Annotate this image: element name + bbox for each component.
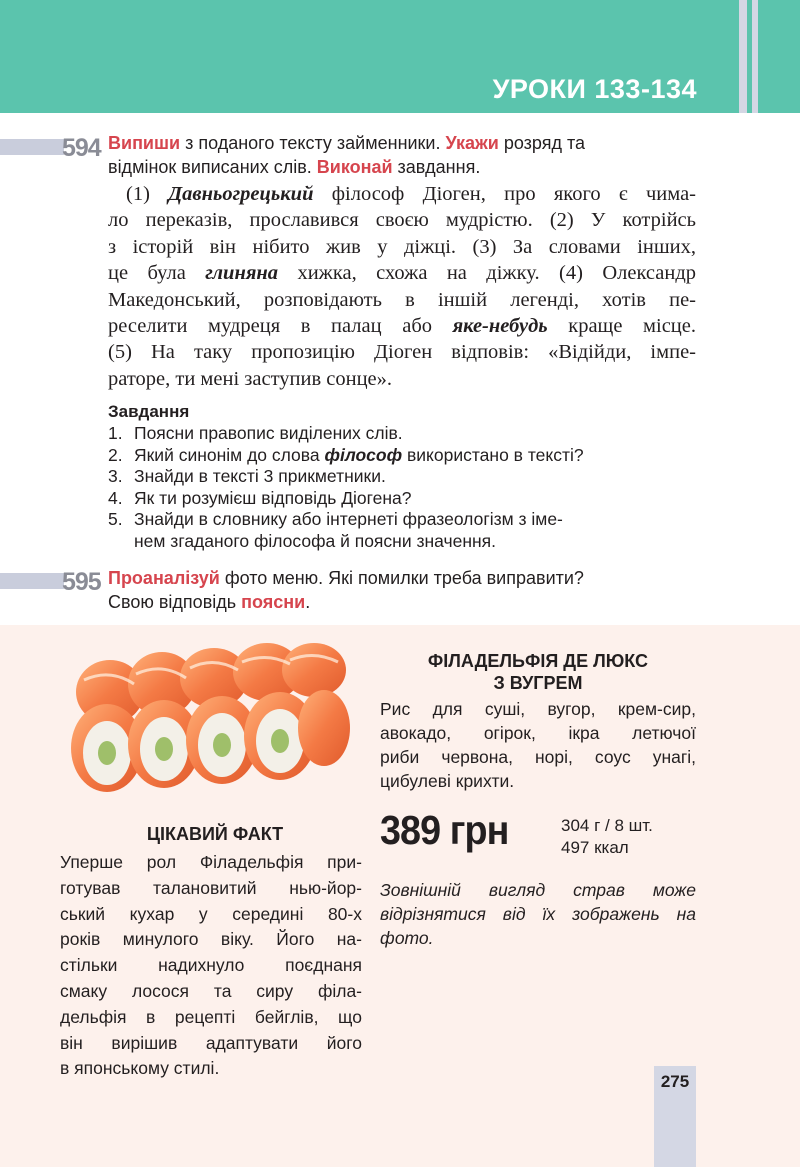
exercise-number: 594	[62, 134, 101, 162]
exercise-marker-bar	[0, 573, 64, 589]
fact-line: стільки надихнуло поєднаня	[60, 955, 362, 976]
fact-line: Уперше рол Філадельфія при-	[60, 852, 362, 872]
description-line: авокадо, огірок, ікра летючої	[380, 723, 696, 743]
highlighted-word: глиняна	[205, 262, 279, 285]
instruction-text: розряд та	[498, 133, 586, 153]
highlighted-word: яке-небудь	[452, 314, 548, 337]
list-item: 1. Поясни правопис виділених слів.	[108, 423, 403, 443]
description-line: цибулеві крихти.	[380, 771, 515, 791]
text-line: Македонський, розповідають в іншій легенді, хотів пе-	[108, 288, 696, 311]
fact-line: він вирішив адаптувати його	[60, 1032, 362, 1053]
sushi-rolls-image	[62, 640, 352, 815]
text-line: (1) Давньогрецький філософ Діоген, про якого є чима-	[126, 183, 696, 205]
fact-text	[60, 850, 362, 1082]
verb-highlight: Проаналізуй	[108, 568, 220, 588]
text-line: раторе, ти мені заступив сонце».	[108, 367, 393, 390]
disclaimer-line: відрізнятися від їх зображень на	[380, 904, 696, 924]
dish-title-line1: ФІЛАДЕЛЬФІЯ ДЕ ЛЮКС	[427, 651, 649, 671]
disclaimer-line: Зовнішній вигляд страв може	[380, 880, 696, 900]
list-item: 5. Знайди в словнику або інтернеті фразеологізм з іме-	[108, 509, 563, 529]
instruction-text: відмінок виписаних слів.	[108, 157, 317, 177]
tasks-list	[108, 423, 584, 552]
dish-calories: 497 ккал	[561, 838, 629, 857]
instruction-text: завдання.	[392, 157, 481, 177]
instruction-text: фото меню. Які помилки треба виправити?	[219, 568, 584, 588]
header-band	[0, 0, 800, 113]
text-line: (5) На таку пропозицію Діоген відповів: «Відійди, імпе-	[108, 341, 696, 364]
verb-highlight: Укажи	[445, 133, 499, 153]
dish-title-line2: З ВУГРЕМ	[493, 673, 583, 693]
tasks-heading: Завдання	[108, 402, 190, 421]
fact-line: смаку лосося та сиру філа-	[60, 980, 362, 1001]
text-line: ло переказів, прославився своєю мудрістю. (2) У котрійсь	[108, 209, 696, 232]
highlighted-word: Давньогрецький	[168, 183, 314, 205]
exercise-marker-bar	[0, 139, 64, 155]
instruction-text: Свою відповідь	[108, 592, 242, 612]
list-item: 3. Знайди в тексті 3 прикметники.	[108, 466, 386, 486]
list-item: 2. Який синонім до слова філософ використано в тексті?	[108, 444, 584, 465]
fact-line: в японському стилі.	[60, 1058, 220, 1079]
task-instruction-line2	[108, 155, 480, 179]
header-stripe	[739, 0, 747, 113]
list-item: 4. Як ти розумієш відповідь Діогена?	[108, 487, 412, 508]
dish-weight: 304 г / 8 шт.	[561, 816, 653, 835]
fact-line: дельфія в рецепті бейглів, що	[60, 1006, 362, 1027]
list-item-continuation: нем згаданого філософа й поясни значення.	[134, 530, 497, 551]
instruction-text: .	[305, 592, 311, 612]
task-instruction-line1	[108, 566, 584, 590]
sushi-roll-front	[71, 690, 350, 792]
fact-line: років минулого віку. Його на-	[60, 929, 362, 950]
description-line: Рис для суші, вугор, крем-сир,	[380, 699, 696, 719]
lesson-title: УРОКИ 133-134	[492, 74, 697, 104]
dish-price: 389 грн	[380, 807, 509, 853]
reading-text	[108, 181, 696, 392]
text-line: з історій він нібито жив у діжці. (3) За словами інших,	[108, 235, 696, 258]
header-stripe-2	[752, 0, 758, 113]
dish-portion-info	[561, 815, 653, 859]
highlighted-word: філософ	[324, 444, 403, 465]
dish-title	[380, 650, 696, 694]
description-line: риби червона, норі, соус унагі,	[380, 747, 696, 767]
text-line: реселити мудреця в палац або яке-небудь краще місце.	[108, 314, 696, 337]
verb-highlight: Виконай	[316, 157, 393, 177]
verb-highlight: поясни	[241, 592, 306, 612]
page-number: 275	[660, 1072, 690, 1091]
exercise-number: 595	[62, 568, 101, 596]
text-line: це була глиняна хижка, схожа на діжку. (4) Олександр	[108, 262, 696, 285]
disclaimer-line: фото.	[380, 928, 434, 948]
fact-title: ЦІКАВИЙ ФАКТ	[146, 824, 284, 844]
fact-line: готував талановитий нью-йор-	[60, 877, 362, 898]
verb-highlight: Випиши	[108, 133, 181, 153]
photo-disclaimer	[380, 878, 696, 950]
fact-line: ський кухар у середині 80-х	[60, 903, 362, 924]
dish-description	[380, 697, 696, 793]
task-instruction-line1	[108, 131, 585, 155]
task-instruction-line2	[108, 590, 310, 614]
instruction-text: з поданого тексту займенники.	[180, 133, 446, 153]
